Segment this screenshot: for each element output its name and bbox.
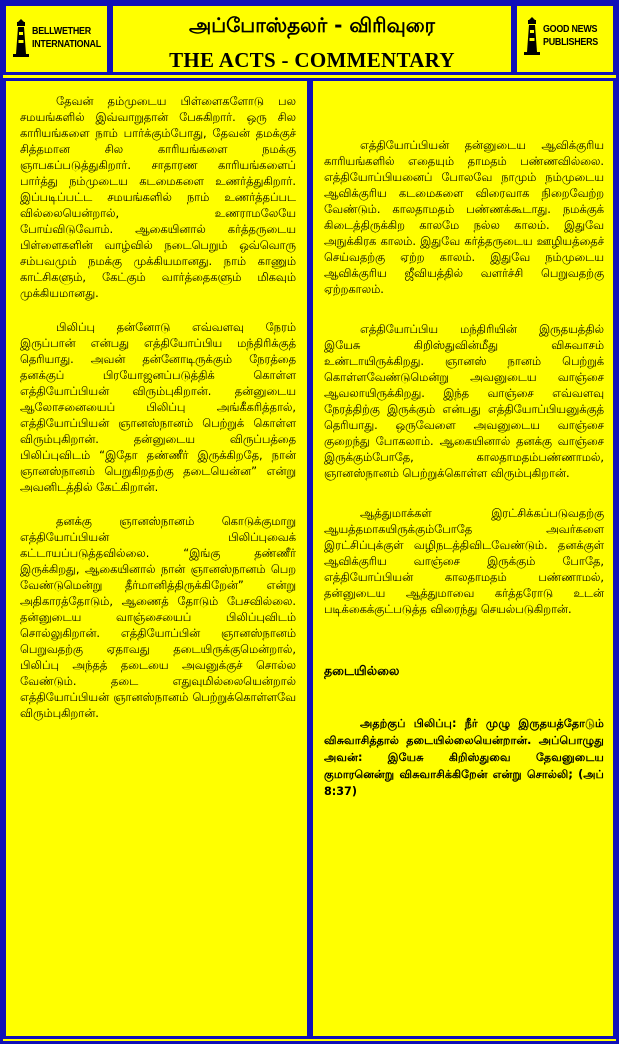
paragraph: ஆத்துமாக்கள் இரட்சிக்கப்படுவதற்கு ஆயத்தமாகயிருக்கும்போதே அவர்களை இரட்சிப்புக்குள் வழிநடத்திவிடவேண்டும். தனக்குள் ஆவிக்குரிய வாஞ்சை இருக்கும் போதே, எத்தியோப்பியன் காலதாமதம் பண்ணாமல், தன்னுடைய ஆத்துமாவை கர்த்தரோடு உடன் படிக்கைக்குட்படுத்த விரைந்து செயல்படுகிறான். xyxy=(324,506,604,616)
page-header xyxy=(3,3,616,75)
paragraph: தேவன் தம்முடைய பிள்ளைகளோடு பல சமயங்களில் இவ்வாறுதான் பேசுகிறார். ஒரு சில காரியங்களை நாம் பார்க்கும்போது, தேவன் தமக்குச் சித்தமான சில காரியங்களை நமக்கு ஞாபகப்படுத்துகிறார். சாதாரண காரியங்களைப் பார்த்து நம்முடைய கடமைகளை உணர்த்துகிறார். இப்படிப்பட்ட சமயங்களில் நாம் உணர்த்தப்பட வில்லையென்றால், உணராமலேயே போய்விடுவோம். ஆகையினால் கர்த்தருடைய பிள்ளைகளின் வாழ்வில் நடைபெறும் ஒவ்வொரு சம்பவமும் நமக்கு முக்கியமானது. நாம் காணும் காட்சிகளும், கேட்கும் வார்த்தைகளும் மிகவும் முக்கியமானது. xyxy=(20,94,296,300)
publisher-logo-box-right xyxy=(514,3,616,75)
section-heading: தடையில்லை xyxy=(324,663,400,678)
bellwether-logo xyxy=(12,18,113,58)
left-column xyxy=(3,78,310,1039)
title-english: THE ACTS - COMMENTARY xyxy=(169,48,455,72)
good-news-logo xyxy=(523,16,608,56)
logo-text-line: BELLWETHER xyxy=(32,25,91,37)
lighthouse-icon xyxy=(523,16,541,56)
paragraph: எத்தியோப்பியன் தன்னுடைய ஆவிக்குரிய காரியங்களில் எதையும் தாமதம் பண்ணவில்லை. எத்தியோப்பியனைப் போலவே நாமும் நம்முடைய ஆவிக்குரிய கடமைகளை விரைவாக நிறைவேற்ற வேண்டும். காலதாமதம் பண்ணக்கூடாது. நமக்குக் கிடைத்திருக்கிற காலமே நல்ல காலம். இதுவே அநுக்கிரக காலம். இதுவே கர்த்தருடைய ஊழியத்தைச் செய்வதற்கு ஏற்ற காலம். இதுவே நம்முடைய ஆவிக்குரிய ஜீவியத்தில் வளர்ச்சி பெறுவதற்கு ஏற்றகாலம். xyxy=(324,138,604,296)
scripture-quote: அதற்குப் பிலிப்பு: நீர் முழு இருதயத்தோடும் விசுவாசித்தால் தடையில்லையென்றான். அப்பொழுது அவன்: இயேசு கிறிஸ்துவை தேவனுடைய குமாரனென்று விசுவாசிக்கிறேன் என்று சொல்லி; (அப் 8:37) xyxy=(324,717,604,798)
title-tamil: அப்போஸ்தலர் - விரிவுரை xyxy=(189,13,435,37)
title-box xyxy=(110,3,514,75)
paragraph: எத்தியோப்பிய மந்திரியின் இருதயத்தில் இயேசு கிறிஸ்துவின்மீது விசுவாசம் உண்டாயிருக்கிறது. ஞானஸ் நானம் பெற்றுக் கொள்ளவேண்டுமென்று அவனுடைய வாஞ்சை ஆவலாயிருக்கிறது. இந்த வாஞ்சை எவ்வளவு நேரத்திற்கு இருக்கும் என்பது எத்தியோப்பியனுக்குத் தெரியாது. ஒருவேளை அவனுடைய வாஞ்சை குறைந்து போகலாம். ஆகையினால் தனக்கு வாஞ்சை இருக்கும்போதே, காலதாமதம்பண்ணாமல், ஞானஸ்நானம் பெற்றுக்கொள்ள விரும்புகிறான். xyxy=(324,322,604,480)
paragraph: பிலிப்பு தன்னோடு எவ்வளவு நேரம் இருப்பான் என்பது எத்தியோப்பிய மந்திரிக்குத் தெரியாது. அவன் தன்னோடிருக்கும் நேரத்தை தனக்குப் பிரயோஜனப்படுத்திக் கொள்ள எத்தியோப்பியன் விரும்புகிறான். தன்னுடைய ஆலோசனையைப் பிலிப்பு அங்கீகரித்தால், எத்தியோப்பியன் ஞானஸ்நானம் பெற்றுக் கொள்ள விரும்புகிறான். தன்னுடைய விருப்பத்தை பிலிப்புவிடம் “இதோ தண்ணீர் இருக்கிறதே, நான் ஞானஸ்நானம் பெறுகிறதற்கு தடையென்ன” என்று அவனிடத்தில் கேட்கிறான். xyxy=(20,320,296,494)
left-column-text xyxy=(20,93,296,739)
right-column xyxy=(310,78,616,1039)
logo-text-line: INTERNATIONAL xyxy=(32,38,101,50)
lighthouse-icon xyxy=(12,18,30,58)
paragraph: தனக்கு ஞானஸ்நானம் கொடுக்குமாறு எத்தியோப்பியன் பிலிப்புவைக் கட்டாயப்படுத்தவில்லை. “இங்கு தண்ணீர் இருக்கிறது, ஆகையினால் நான் ஞானஸ்நானம் பெற வேண்டுமென்று தீர்மானித்திருக்கிறேன்” என்று அதிகாரத்தோடும், ஆணைத் தோடும் பேசவில்லை. தன்னுடைய வாஞ்சையைப் பிலிப்புவிடம் சொல்லுகிறான். எத்தியோப்பின் ஞானஸ்நானம் பெறுவதற்கு ஏதாவது தடையிருக்குமென்றால், பிலிப்பு அந்தத் தடையை அவனுக்குச் சொல்ல வேண்டும். தடை எதுவுமில்லையென்றால் எத்தியோப்பியன் ஞானஸ்நானம் பெற்றுக்கொள்ளவே விரும்புகிறான். xyxy=(20,514,296,720)
logo-text-line: PUBLISHERS xyxy=(543,36,598,48)
publisher-logo-box-left xyxy=(3,3,110,75)
right-column-text xyxy=(324,137,604,800)
logo-text-line: GOOD NEWS xyxy=(543,23,598,35)
